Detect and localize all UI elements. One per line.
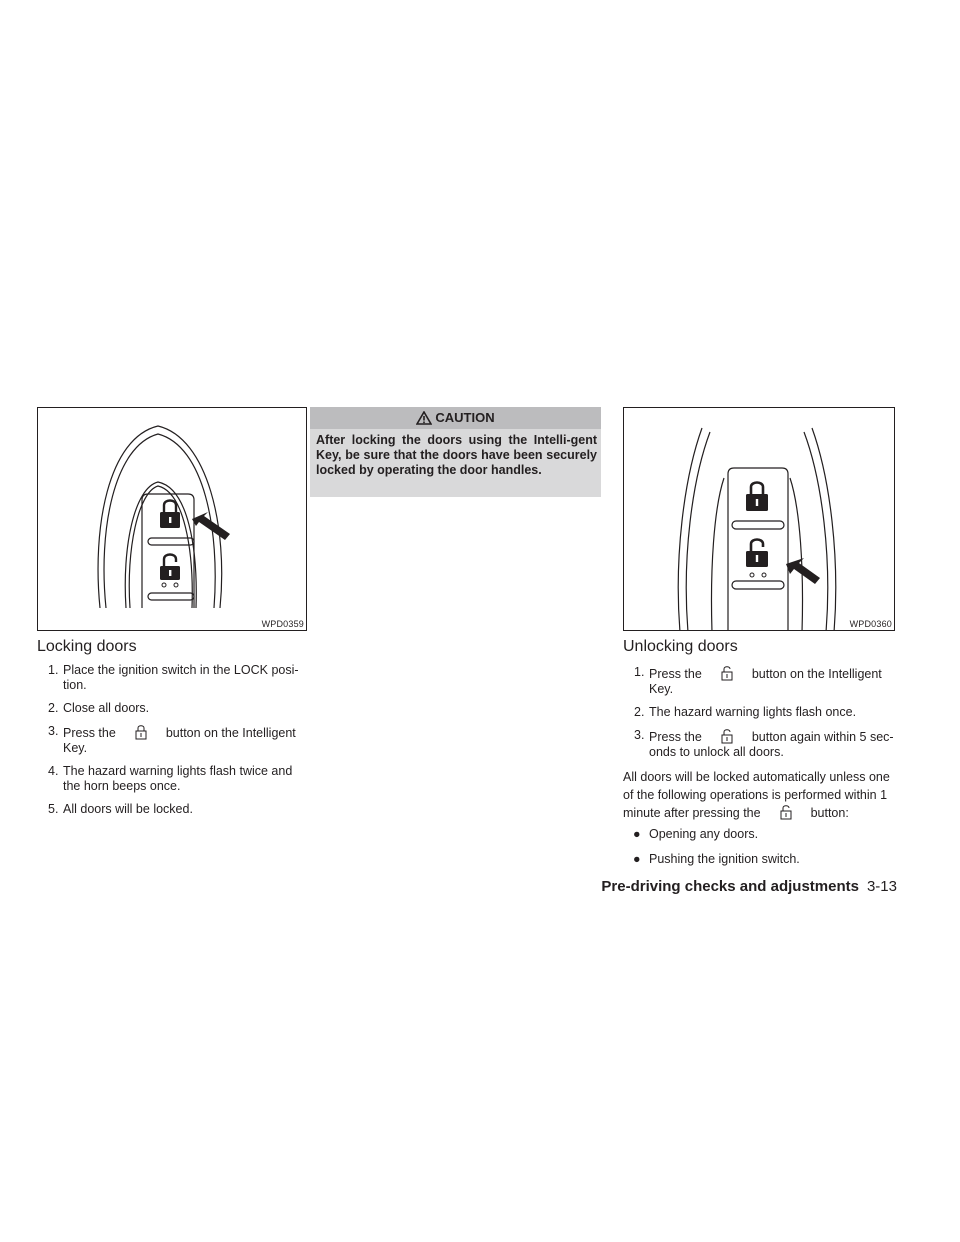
arrow-icon xyxy=(192,512,230,540)
intelligent-key-illustration xyxy=(38,408,307,631)
list-item: 1. Place the ignition switch in the LOCK posi-tion. xyxy=(48,663,299,692)
intelligent-key-illustration xyxy=(624,408,895,631)
unlocking-steps xyxy=(623,665,897,768)
caution-title: CAUTION xyxy=(435,410,495,425)
auto-lock-conditions xyxy=(623,827,897,877)
locking-steps xyxy=(37,663,309,825)
lock-icon xyxy=(746,483,768,512)
arrow-icon xyxy=(786,558,820,584)
section-name: Pre-driving checks and adjustments xyxy=(601,878,859,895)
section-title-locking: Locking doors xyxy=(37,638,137,655)
list-item: 5. All doors will be locked. xyxy=(48,802,193,816)
section-title-unlocking: Unlocking doors xyxy=(623,638,738,655)
unlock-icon xyxy=(779,804,793,820)
warning-triangle-icon xyxy=(416,411,432,425)
list-item: ● Opening any doors. xyxy=(633,827,759,841)
list-item: 2. Close all doors. xyxy=(48,701,150,715)
lock-icon xyxy=(134,724,148,740)
figure-unlocking-key xyxy=(623,407,895,631)
list-item: 1. Press the button on the Intelligent Key. xyxy=(634,665,882,696)
lock-icon xyxy=(160,501,180,529)
auto-lock-paragraph: All doors will be locked automatically unless one of the following operations is performed within 1 minute after pressing the button: xyxy=(623,770,890,820)
list-item: 3. Press the button again within 5 sec-onds to unlock all doors. xyxy=(634,728,894,759)
unlock-icon xyxy=(720,728,734,744)
list-item: 4. The hazard warning lights flash twice and the horn beeps once. xyxy=(48,764,293,793)
caution-box xyxy=(310,407,601,497)
unlock-icon xyxy=(746,540,768,568)
page-number: 3-13 xyxy=(866,878,897,895)
page-footer xyxy=(601,878,897,895)
list-item: ● Pushing the ignition switch. xyxy=(633,852,800,866)
list-item: 3. Press the button on the Intelligent Key. xyxy=(48,724,296,755)
figure-id: WPD0359 xyxy=(261,619,304,629)
unlock-icon xyxy=(720,665,734,681)
caution-text: After locking the doors using the Intelli-gent Key, be sure that the doors have been securely locked by operating the door handles. xyxy=(316,433,597,477)
list-item: 2. The hazard warning lights flash once. xyxy=(634,705,857,719)
figure-locking-key xyxy=(37,407,307,631)
caution-header xyxy=(310,407,601,429)
figure-id: WPD0360 xyxy=(849,619,892,629)
unlock-icon xyxy=(160,555,180,581)
